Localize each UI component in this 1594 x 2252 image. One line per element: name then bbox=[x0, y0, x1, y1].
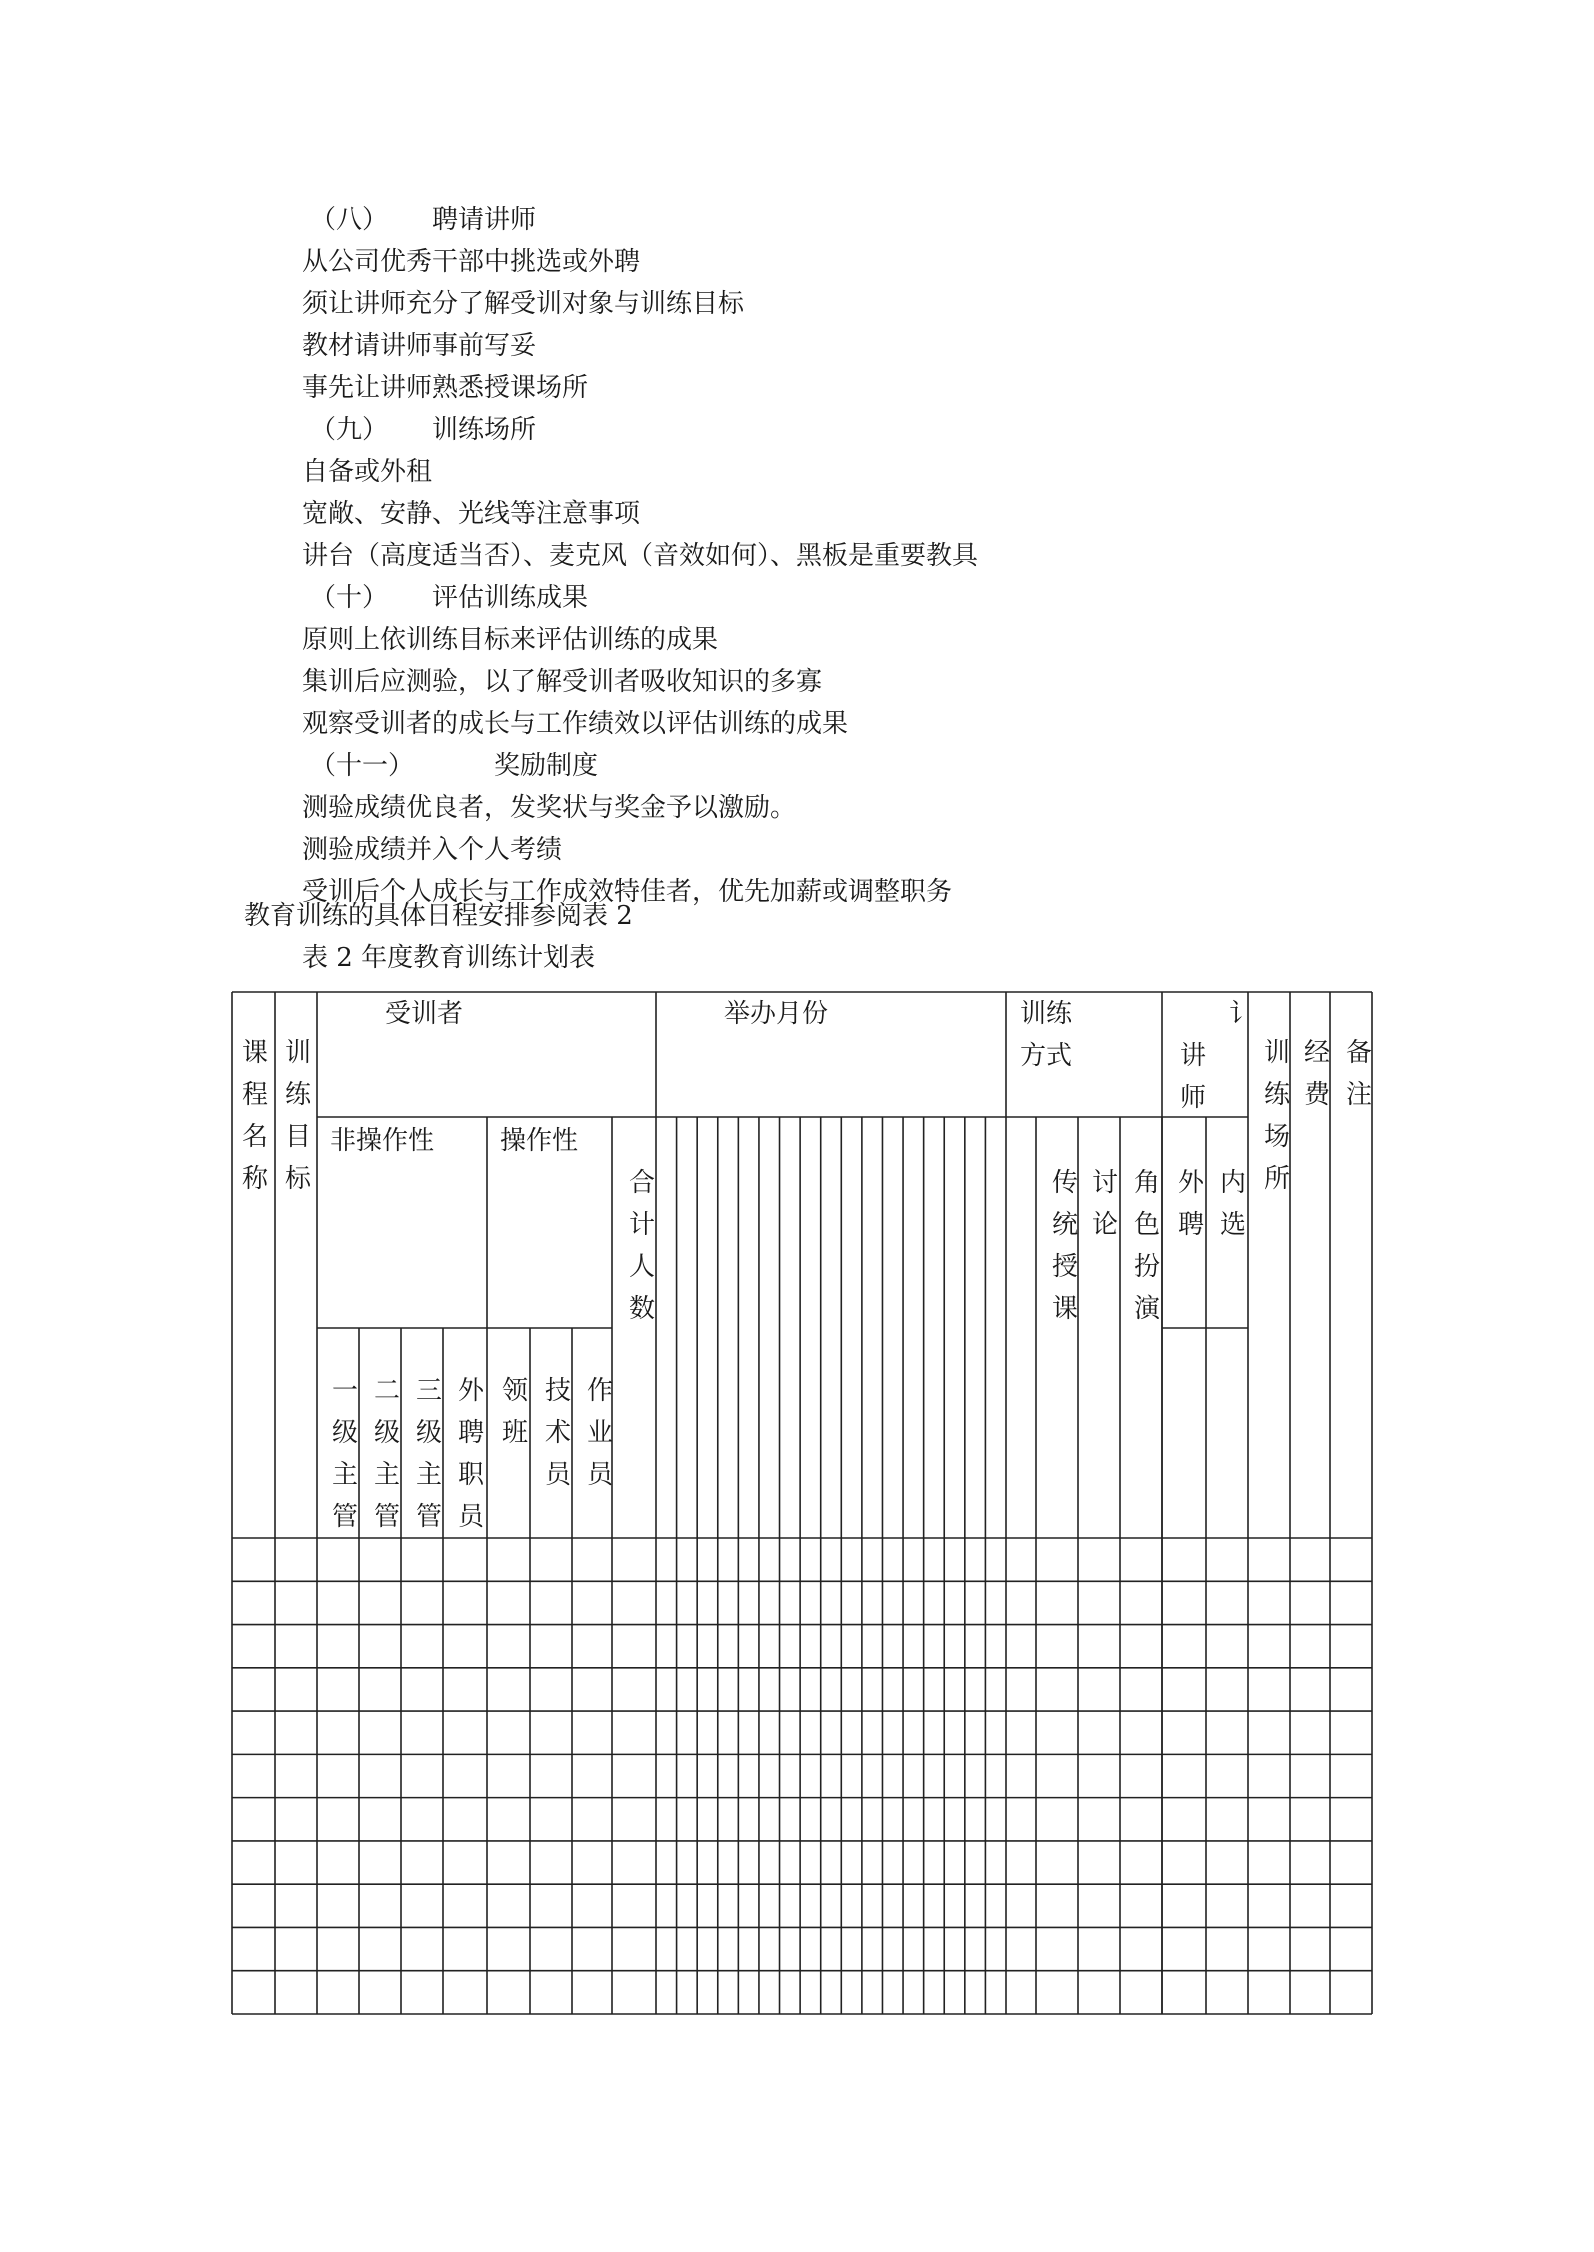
section-item: 集训后应测验，以了解受训者吸收知识的多寡 bbox=[302, 667, 823, 697]
contract-staff-header: 外聘职员 bbox=[457, 1376, 484, 1532]
section-item: 自备或外租 bbox=[302, 457, 433, 487]
non-operational-header: 非操作性 bbox=[330, 1126, 435, 1156]
training-method-header: 训练 bbox=[1020, 999, 1073, 1029]
section-item: 原则上依训练目标来评估训练的成果 bbox=[302, 625, 719, 655]
operational-header: 操作性 bbox=[500, 1126, 579, 1156]
section-item: 测验成绩优良者，发奖状与奖金予以激励。 bbox=[302, 793, 797, 823]
section-number: （九） bbox=[310, 415, 389, 445]
section-item: 从公司优秀干部中挑选或外聘 bbox=[302, 247, 641, 277]
venue-header: 训练场所 bbox=[1263, 1038, 1290, 1194]
section-item: 讲台（高度适当否）、麦克风（音效如何）、黑板是重要教具 bbox=[302, 541, 979, 571]
external-header: 外聘 bbox=[1177, 1168, 1204, 1240]
months-header: 举办月份 bbox=[724, 999, 829, 1029]
training-goal-header: 训练目标 bbox=[284, 1038, 311, 1194]
team-leader-header: 领班 bbox=[501, 1376, 528, 1448]
trainees-header: 受训者 bbox=[385, 999, 464, 1029]
section-item: 须让讲师充分了解受训对象与训练目标 bbox=[302, 289, 745, 319]
remarks-header: 备注 bbox=[1345, 1038, 1372, 1110]
budget-header: 经费 bbox=[1303, 1038, 1330, 1110]
level2-header: 二级主管 bbox=[373, 1376, 400, 1532]
section-title: 奖励制度 bbox=[494, 751, 599, 781]
schedule-sentence: 教育训练的具体日程安排参阅表 2 bbox=[244, 901, 633, 931]
level3-header: 三级主管 bbox=[415, 1376, 442, 1532]
section-item: 受训后个人成长与工作成效特佳者，优先加薪或调整职务 bbox=[302, 877, 953, 907]
technician-header: 技术员 bbox=[544, 1376, 571, 1490]
section-title: 训练场所 bbox=[432, 415, 537, 445]
section-title: 聘请讲师 bbox=[432, 205, 537, 235]
operator-header: 作业员 bbox=[586, 1376, 613, 1490]
section-item: 测验成绩并入个人考绩 bbox=[302, 835, 563, 865]
level1-header: 一级主管 bbox=[331, 1376, 358, 1532]
section-number: （十一） bbox=[310, 751, 415, 781]
table-caption: 表 2 年度教育训练计划表 bbox=[302, 943, 596, 973]
lecture-header: 传统授课 bbox=[1051, 1168, 1078, 1324]
role-play-header: 角色扮演 bbox=[1133, 1168, 1160, 1324]
total-count-header: 合计人数 bbox=[628, 1168, 655, 1324]
section-number: （十） bbox=[310, 583, 389, 613]
section-item: 事先让讲师熟悉授课场所 bbox=[302, 373, 589, 403]
section-item: 观察受训者的成长与工作绩效以评估训练的成果 bbox=[302, 709, 849, 739]
lecturer-header: 讲师 bbox=[1179, 1041, 1206, 1113]
section-title: 评估训练成果 bbox=[432, 583, 589, 613]
internal-header: 内选 bbox=[1219, 1168, 1246, 1240]
course-name-header: 课程名称 bbox=[241, 1038, 268, 1194]
training-method-header-2: 方式 bbox=[1020, 1041, 1073, 1071]
section-item: 宽敞、安静、光线等注意事项 bbox=[302, 499, 641, 529]
discussion-header: 讨论 bbox=[1091, 1168, 1118, 1240]
section-item: 教材请讲师事前写妥 bbox=[302, 331, 537, 361]
lecturer-cut-label: 讠 bbox=[1229, 999, 1256, 1029]
section-number: （八） bbox=[310, 205, 389, 235]
